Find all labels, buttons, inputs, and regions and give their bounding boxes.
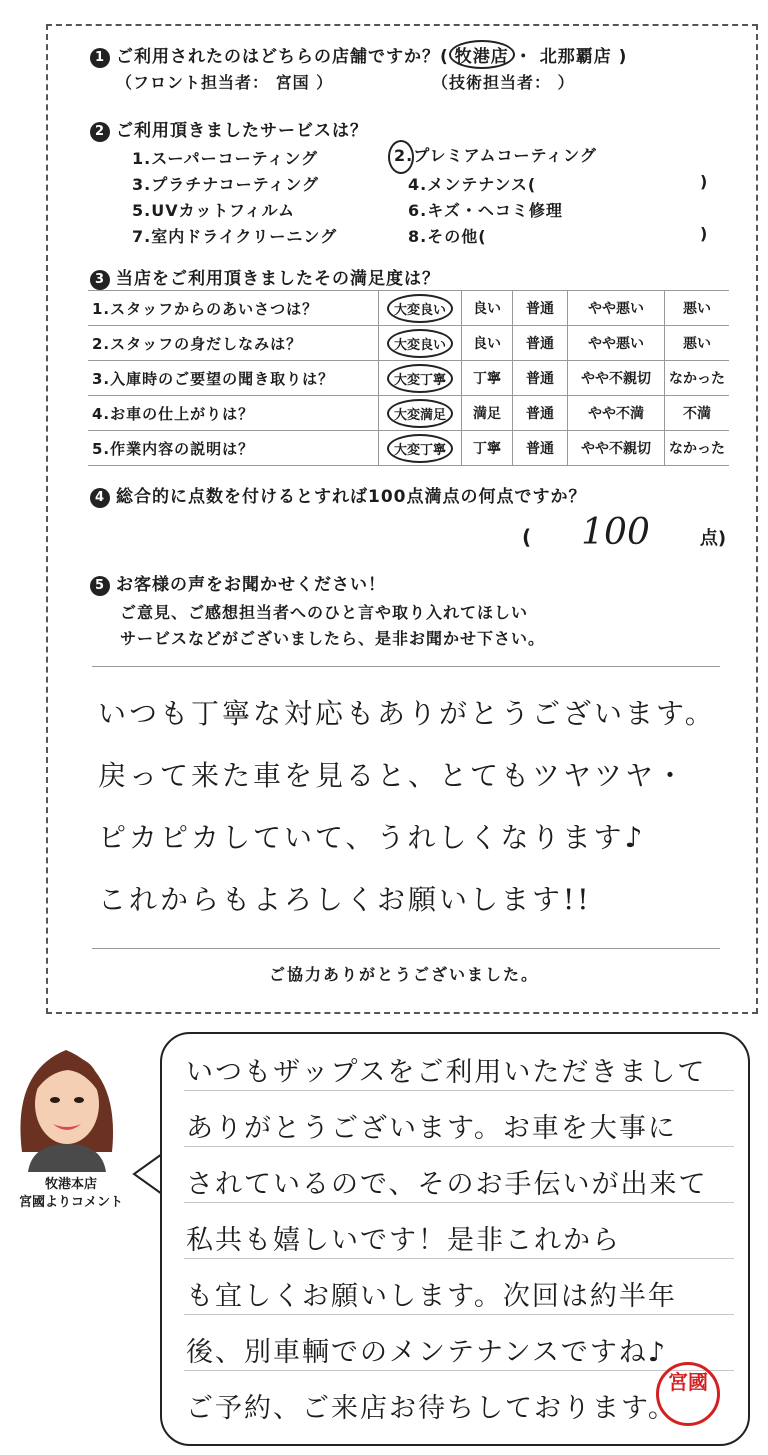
rating-option: 普通: [526, 336, 554, 352]
rating-option: 悪い: [683, 336, 711, 352]
handwritten-line: これからもよろしくお願いします!!: [98, 883, 592, 916]
number-1-icon: 1: [90, 48, 110, 68]
service-option: 7.室内ドライクリーニング: [132, 227, 338, 246]
question-5-desc: サービスなどがございましたら、是非お聞かせ下さい。: [120, 629, 546, 648]
divider: [92, 948, 720, 949]
question-4-text: 総合的に点数を付けるとすれば100点満点の何点ですか？: [116, 487, 587, 507]
handwritten-line: ピカピカしていて、うれしくなります♪: [98, 821, 646, 854]
rating-option: やや悪い: [588, 336, 644, 352]
rating-option: やや悪い: [588, 301, 644, 317]
thanks-footer: ご協力ありがとうございました。: [268, 965, 539, 984]
service-option: 4.メンテナンス(: [408, 175, 537, 194]
rating-option: やや不親切: [581, 371, 651, 387]
rating-option: 満足: [473, 406, 501, 422]
rating-option: 良い: [473, 336, 501, 352]
question-1-text: ご利用されたのはどちらの店舗ですか？(: [116, 47, 449, 67]
score-field: ( 100 点): [522, 512, 727, 553]
rating-option: 不満: [683, 406, 711, 422]
rating-option: やや不親切: [581, 441, 651, 457]
handwritten-line: 戻って来た車を見ると、とてもツヤツヤ・: [98, 759, 688, 792]
satisfaction-table: [88, 290, 729, 466]
rating-selected: 大変満足: [387, 399, 453, 428]
close-paren: ): [700, 172, 709, 191]
rating-option: 普通: [526, 406, 554, 422]
rating-selected: 大変丁寧: [387, 364, 453, 393]
name-stamp: 宮國: [656, 1362, 720, 1426]
question-3: [90, 264, 440, 290]
number-2-icon: 2: [90, 122, 110, 142]
selected-store: 牧港店: [449, 40, 515, 69]
close-paren: ): [700, 224, 709, 243]
rating-label: 3.入庫時のご要望の聞き取りは？: [92, 369, 335, 388]
score-value: 100: [581, 512, 650, 553]
number-4-icon: 4: [90, 488, 110, 508]
service-option: 1.スーパーコーティング: [132, 149, 319, 168]
comment-line: も宜しくお願いします。次回は約半年: [186, 1281, 677, 1312]
rating-row: [88, 431, 729, 466]
rating-label: 4.お車の仕上がりは？: [92, 404, 255, 423]
survey-card: [46, 24, 758, 1014]
rating-label: 5.作業内容の説明は？: [92, 439, 255, 458]
service-option: 6.キズ・ヘコミ修理: [408, 201, 563, 220]
handwritten-line: いつも丁寧な対応もありがとうございます。: [98, 697, 716, 730]
other-store: ・ 北那覇店 ): [514, 47, 628, 67]
rating-option: なかった: [669, 441, 725, 457]
rating-option: 丁寧: [473, 441, 501, 457]
tech-staff-field: （技術担当者： ）: [432, 73, 575, 92]
service-option-selected: 2.プレミアムコーティング: [388, 140, 597, 174]
rating-option: 普通: [526, 441, 554, 457]
rating-option: 普通: [526, 301, 554, 317]
rating-label: 2.スタッフの身だしなみは？: [92, 334, 303, 353]
rating-selected: 大変良い: [387, 329, 453, 358]
rating-selected: 大変良い: [387, 294, 453, 323]
staff-avatar: [8, 1032, 126, 1172]
rating-row: [88, 291, 729, 326]
rating-option: 良い: [473, 301, 501, 317]
question-5: [90, 570, 386, 596]
comment-line: いつもザップスをご利用いただきまして: [186, 1057, 707, 1088]
rating-option: 普通: [526, 371, 554, 387]
number-5-icon: 5: [90, 576, 110, 596]
rating-option: なかった: [669, 371, 725, 387]
service-option: 3.プラチナコーティング: [132, 175, 319, 194]
comment-line: されているので、そのお手伝いが出来て: [186, 1169, 708, 1200]
number-3-icon: 3: [90, 270, 110, 290]
comment-line: ご予約、ご来店お待ちしております。: [186, 1393, 677, 1424]
question-5-text: お客様の声をお聞かせください！: [116, 575, 386, 595]
rating-label: 1.スタッフからのあいさつは？: [92, 299, 319, 318]
front-staff-field: （フロント担当者： 宮国 ）: [116, 73, 334, 92]
comment-line: ありがとうございます。お車を大事に: [186, 1113, 677, 1144]
rating-row: [88, 396, 729, 431]
rating-selected: 大変丁寧: [387, 434, 453, 463]
question-4: [90, 482, 587, 508]
rating-option: 悪い: [683, 301, 711, 317]
divider: [92, 666, 720, 667]
rating-row: [88, 326, 729, 361]
question-1: [90, 40, 627, 69]
service-option: 5.UVカットフィルム: [132, 201, 296, 220]
question-3-text: 当店をご利用頂きましたその満足度は？: [116, 269, 440, 289]
rating-row: [88, 361, 729, 396]
comment-line: 私共も嬉しいです！是非これから: [186, 1225, 621, 1256]
question-2-text: ご利用頂きましたサービスは？: [116, 121, 368, 141]
service-option: 8.その他(: [408, 227, 487, 246]
rating-option: やや不満: [588, 406, 644, 422]
comment-author: 牧港本店 宮國よりコメント: [18, 1177, 123, 1210]
comment-line: 後、別車輌でのメンテナンスですね♪: [186, 1337, 668, 1368]
question-5-desc: ご意見、ご感想担当者へのひと言や取り入れてほしい: [120, 603, 529, 622]
question-2: [90, 116, 368, 142]
rating-option: 丁寧: [473, 371, 501, 387]
